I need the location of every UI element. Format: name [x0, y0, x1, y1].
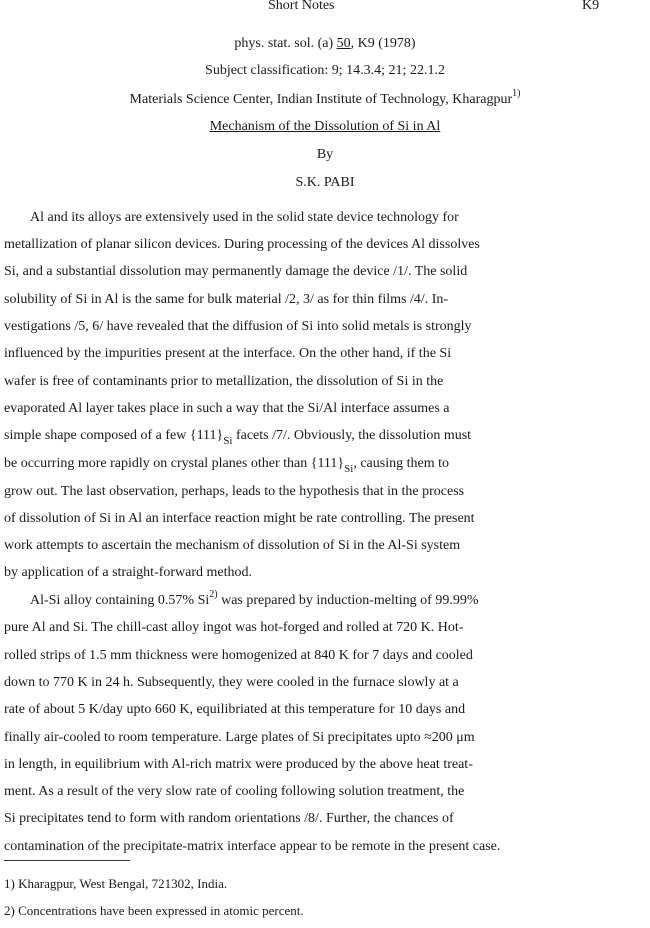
footnote-1: 1) Kharagpur, West Bengal, 721302, India.: [4, 876, 228, 891]
body-line: solubility of Si in Al is the same for bulk material /2, 3/ as for thin films /4/. In-: [4, 292, 449, 307]
footnote-2: 2) Concentrations have been expressed in atomic percent.: [4, 903, 304, 918]
body-line: grow out. The last observation, perhaps, leads to the hypothesis that in the process: [4, 484, 465, 499]
miller-index: {111}: [189, 428, 224, 443]
subject-classification: Subject classification: 9; 14.3.4; 21; 22.1.2: [205, 63, 445, 78]
body-line: in length, in equilibrium with Al-rich matrix were produced by the above heat treat-: [4, 757, 473, 772]
page-number: K9: [582, 0, 600, 13]
body-line: down to 770 K in 24 h. Subsequently, they were cooled in the furnace slowly at a: [4, 675, 459, 690]
body-line: contamination of the precipitate-matrix interface appear to be remote in the present case.: [4, 839, 501, 854]
body-line: evaporated Al layer takes place in such a way that the Si/Al interface assumes a: [4, 401, 450, 416]
body-line: simple shape composed of a few $\{111\}_{Si}$ facets /7/. Obviously, the dissolution must: [4, 428, 472, 447]
body-line: rate of about 5 K/day upto 660 K, equilibriated at this temperature for 10 days and: [4, 702, 466, 717]
footnote-divider: [4, 860, 130, 861]
body-line: wafer is free of contaminants prior to metallization, the dissolution of Si in the: [4, 374, 444, 389]
author-name: S.K. PABI: [295, 175, 355, 190]
body-line: Si, and a substantial dissolution may permanently damage the device /1/. The solid: [4, 264, 468, 279]
body-line: vestigations /5, 6/ have revealed that the diffusion of Si into solid metals is strongly: [4, 319, 472, 334]
running-header: Short Notes: [268, 0, 335, 13]
body-line: be occurring more rapidly on crystal planes other than $\{111\}_{Si}$, causing them to: [4, 456, 449, 475]
affiliation: Materials Science Center, Indian Institute of Technology, Kharagpur$^{1)}$: [129, 88, 521, 107]
body-line: work attempts to ascertain the mechanism of dissolution of Si in the Al-Si system: [4, 538, 461, 553]
footnote-mark-2: 2): [209, 589, 218, 600]
body-line: Si precipitates tend to form with random orientations /8/. Further, the chances of: [4, 811, 454, 826]
miller-index: {111}: [310, 456, 345, 471]
body-line: metallization of planar silicon devices. During processing of the devices Al dissolves: [4, 237, 480, 252]
body-line: ment. As a result of the very slow rate of cooling following solution treatment, the: [4, 784, 465, 799]
byline: By: [316, 147, 334, 162]
citation: phys. stat. sol. (a) 50, K9 (1978): [234, 36, 416, 51]
body-line: Al and its alloys are extensively used in the solid state device technology for: [30, 210, 459, 225]
body-line: rolled strips of 1.5 mm thickness were homogenized at 840 K for 7 days and cooled: [4, 648, 473, 663]
paper-title: Mechanism of the Dissolution of Si in Al: [209, 119, 441, 134]
body-line: finally air-cooled to room temperature. Large plates of Si precipitates upto ≈200 μm: [4, 730, 475, 745]
body-line: of dissolution of Si in Al an interface reaction might be rate controlling. The present: [4, 511, 475, 526]
footnote-mark-1: 1): [512, 88, 521, 99]
body-line: pure Al and Si. The chill-cast alloy ingot was hot-forged and rolled at 720 K. Hot-: [4, 620, 464, 635]
body-line: by application of a straight-forward method.: [4, 565, 253, 580]
body-line: influenced by the impurities present at the interface. On the other hand, if the Si: [4, 346, 452, 361]
body-line: Al-Si alloy containing 0.57% Si$^{2)}$ was prepared by induction-melting of 99.99%: [30, 589, 479, 608]
